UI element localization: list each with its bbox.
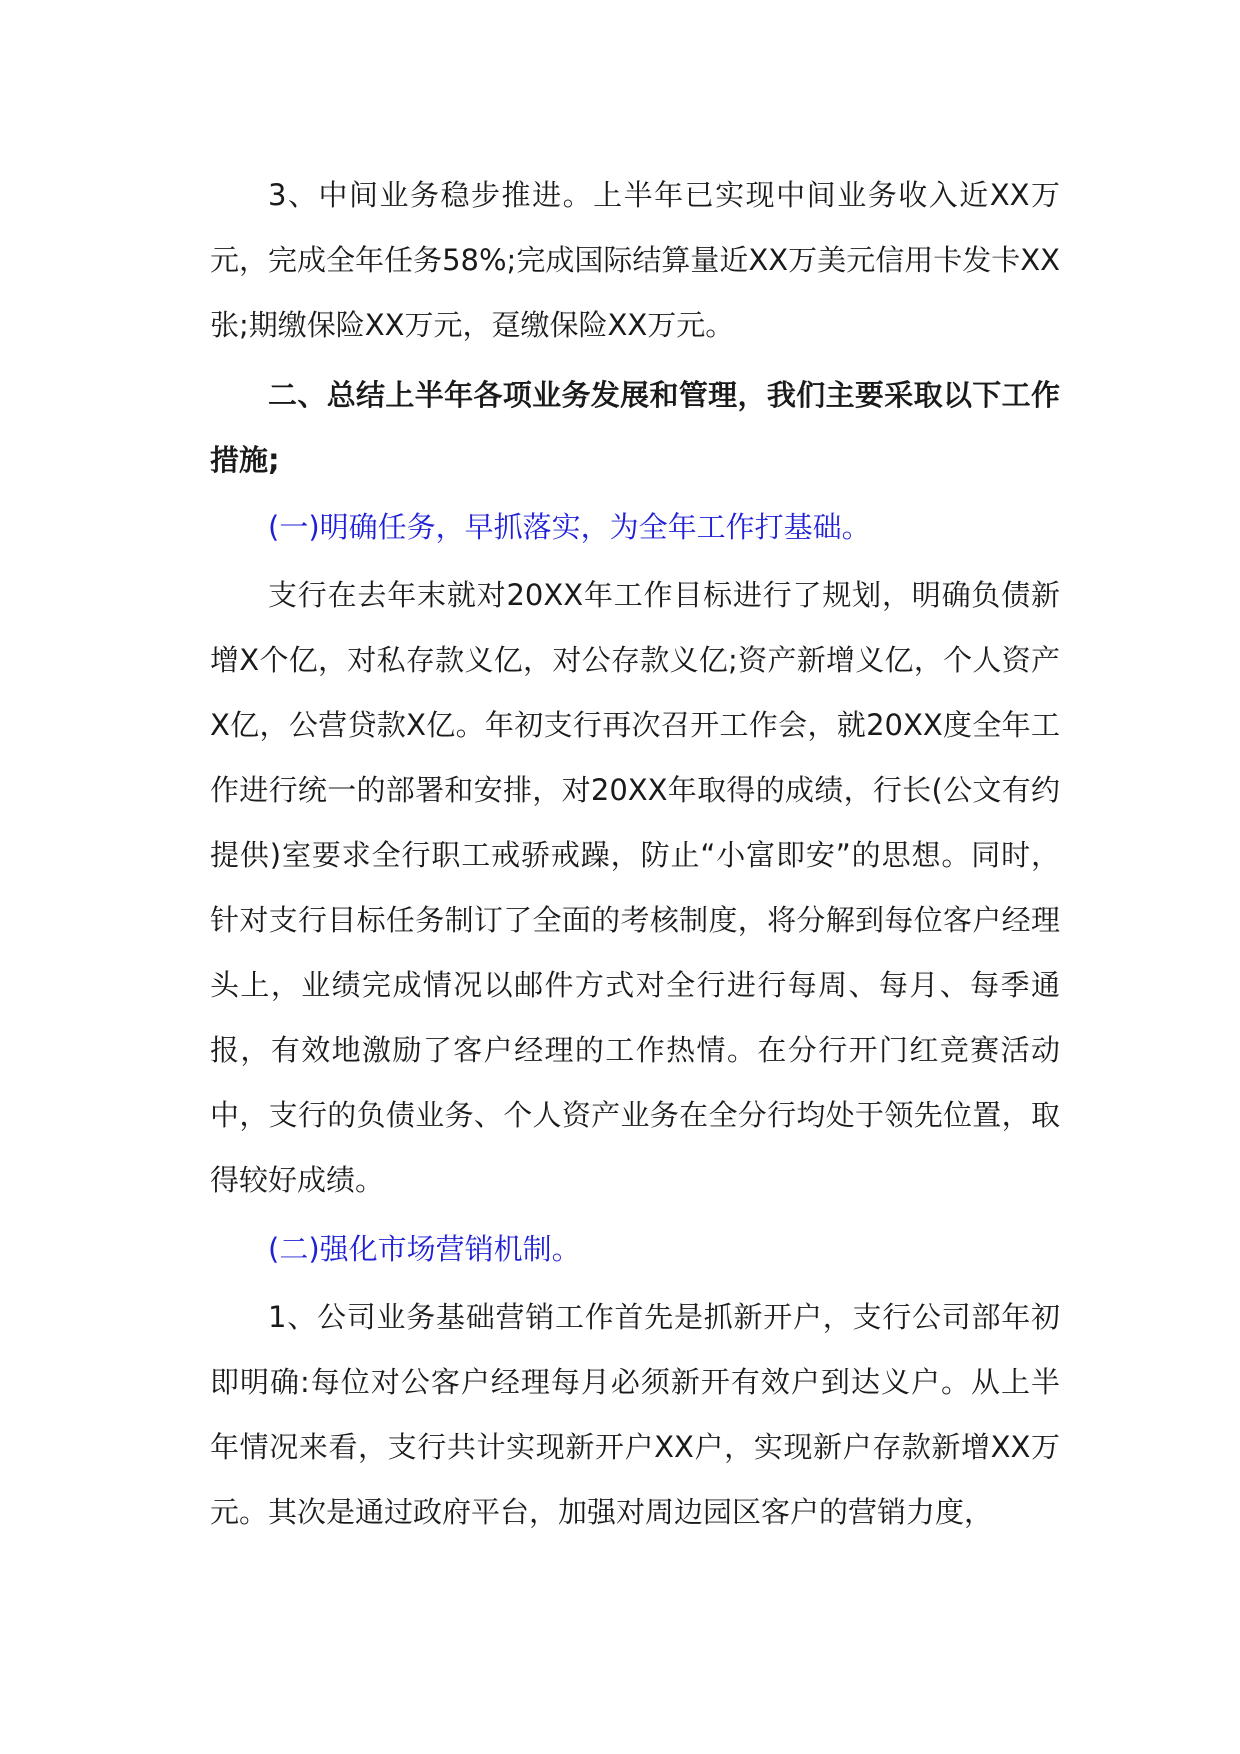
paragraph-annual-goals: 支行在去年末就对20XX年工作目标进行了规划，明确负债新增X个亿，对私存款义亿，对公存款义亿;资产新增义亿，个人资产X亿，公营贷款X亿。年初支行再次召开工作会，就20XX度全年工作进行统一的部署和安排，对20XX年取得的成绩，行长(公文有约提供)室要求全行职工戒骄戒躁，防止“小富即安”的思想。同时，针对支行目标任务制订了全面的考核制度，将分解到每位客户经理头上，业绩完成情况以邮件方式对全行进行每周、每月、每季通报，有效地激励了客户经理的工作热情。在分行开门红竞赛活动中，支行的负债业务、个人资产业务在全分行均处于领先位置，取得较好成绩。	[210, 578, 1060, 1197]
subheading-marketing-mechanism: (二)强化市场营销机制。	[268, 1232, 581, 1266]
paragraph-intermediate-business: 3、中间业务稳步推进。上半年已实现中间业务收入近XX万元，完成全年任务58%;完成国际结算量近XX万美元信用卡发卡XX张;期缴保险XX万元，趸缴保险XX万元。	[210, 178, 1060, 342]
paragraph-corporate-marketing: 1、公司业务基础营销工作首先是抓新开户，支行公司部年初即明确:每位对公客户经理每月必须新开有效户到达义户。从上半年情况来看，支行共计实现新开户XX户，实现新户存款新增XX万元。其次是通过政府平台，加强对周边园区客户的营销力度，	[210, 1300, 1060, 1529]
subheading-clarify-tasks: (一)明确任务，早抓落实，为全年工作打基础。	[268, 510, 871, 544]
section-heading-measures: 二、总结上半年各项业务发展和管理，我们主要采取以下工作措施;	[210, 378, 1060, 477]
